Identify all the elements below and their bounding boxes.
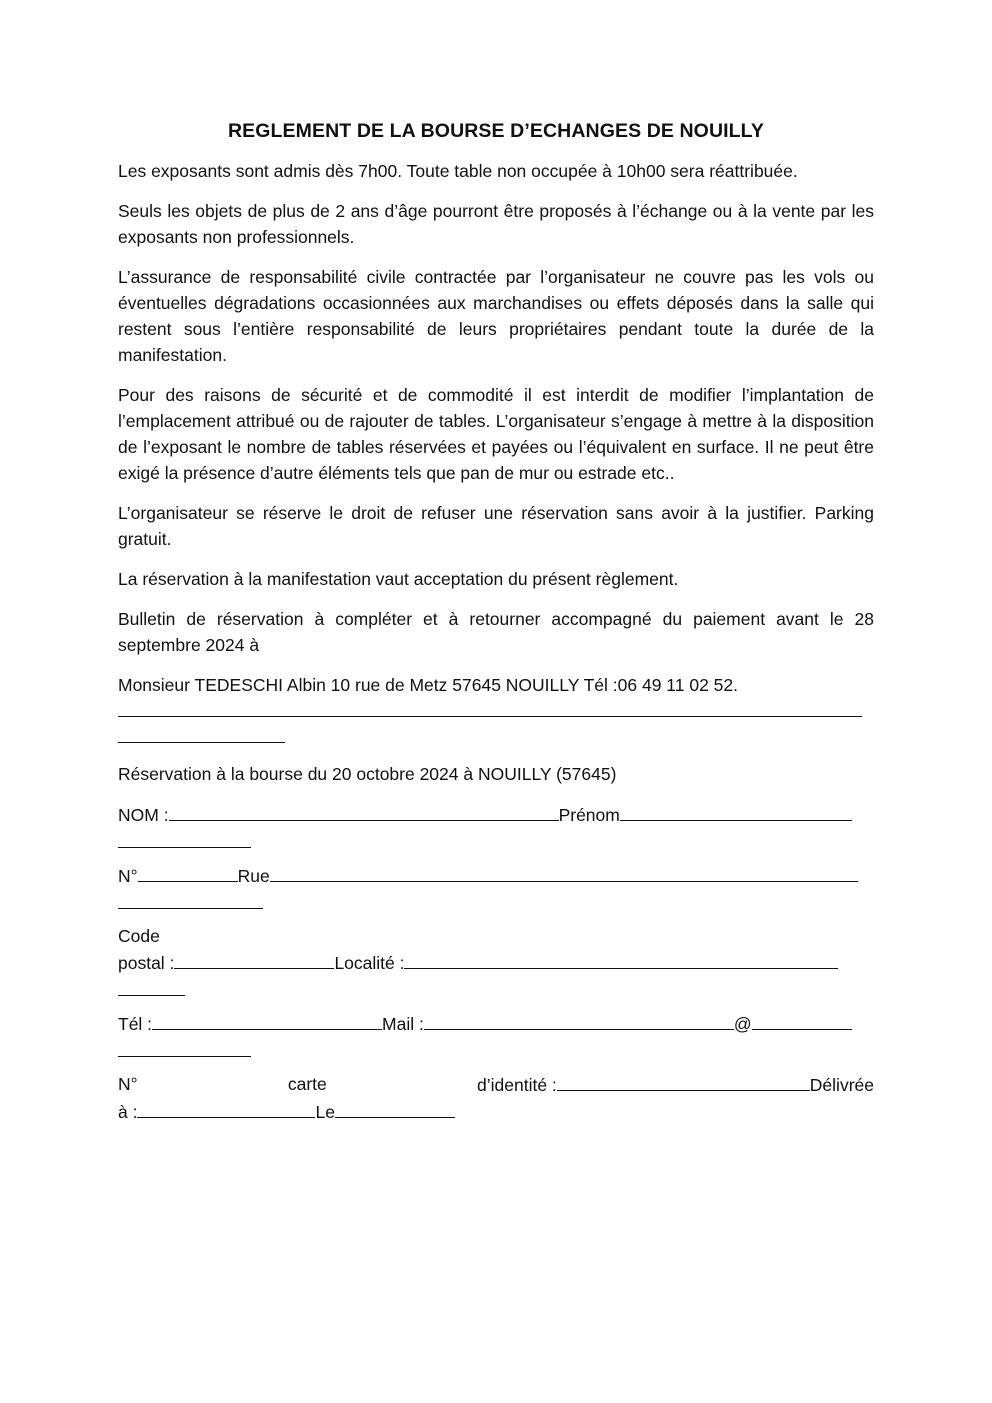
delivree-label: Délivrée	[809, 1075, 874, 1095]
mail-field-continued[interactable]	[118, 1037, 251, 1057]
form-heading: Réservation à la bourse du 20 octobre 2024 à NOUILLY (57645)	[118, 764, 617, 784]
postal-label: postal :	[118, 953, 175, 973]
paragraph-assurance: L’assurance de responsabilité civile contractée par l’organisateur ne couvre pas les vols ou éventuelles dégradations occasionnées aux marchandises ou effets déposés dans la salle qui restent sous l’entière responsabilité de leurs propriétaires pendant toute la durée de la manifestation.	[118, 267, 874, 365]
a-label: à :	[118, 1102, 138, 1122]
localite-field[interactable]	[404, 949, 838, 969]
id-word-identite: d’identité :	[477, 1075, 557, 1095]
separator-line-2	[118, 742, 285, 743]
page-title: REGLEMENT DE LA BOURSE D’ECHANGES DE NOUILLY	[227, 120, 764, 142]
contact-row	[118, 1010, 874, 1057]
paragraph-acceptation: La réservation à la manifestation vaut acceptation du présent règlement.	[118, 569, 679, 589]
adresse-row	[118, 862, 874, 909]
paragraph-organisateur: L’organisateur se réserve le droit de refuser une réservation sans avoir à la justifier. Parking gratuit.	[118, 503, 874, 549]
identite-row	[118, 1071, 874, 1125]
tel-field[interactable]	[152, 1010, 382, 1030]
id-word-carte: carte	[287, 1074, 327, 1094]
tel-label: Tél :	[118, 1014, 153, 1034]
nom-field[interactable]	[169, 801, 559, 821]
localite-label: Localité :	[334, 953, 405, 973]
paragraph-contact: Monsieur TEDESCHI Albin 10 rue de Metz 57645 NOUILLY Tél :06 49 11 02 52.	[118, 675, 738, 695]
rue-field-continued[interactable]	[118, 889, 263, 909]
nom-prenom-row	[118, 801, 874, 848]
prenom-label: Prénom	[558, 805, 620, 825]
localite-field-continued[interactable]	[118, 976, 185, 996]
paragraph-securite: Pour des raisons de sécurité et de commodité il est interdit de modifier l’implantation de l’emplacement attribué ou de rajouter de tables. L’organisateur s’engage à mettre à la disposition de l’exposant le nombre de tables réservées et payées ou l’équivalent en surface. Il ne peut être exigé la présence d’autre éléments tels que pan de mur ou estrade etc..	[118, 385, 874, 483]
paragraph-horaires: Les exposants sont admis dès 7h00. Toute table non occupée à 10h00 sera réattribuée.	[118, 161, 798, 181]
at-sign: @	[733, 1014, 752, 1034]
paragraph-bulletin: Bulletin de réservation à compléter et à retourner accompagné du paiement avant le 28 septembre 2024 à	[118, 609, 874, 655]
mail-domain-field[interactable]	[752, 1010, 852, 1030]
mail-field[interactable]	[424, 1010, 734, 1030]
le-label: Le	[315, 1102, 335, 1122]
cut-separator	[118, 716, 874, 743]
separator-line-1	[118, 716, 862, 717]
rue-field[interactable]	[270, 862, 858, 882]
nom-label: NOM :	[118, 805, 169, 825]
postal-field[interactable]	[174, 949, 334, 969]
prenom-field-continued[interactable]	[118, 828, 251, 848]
id-word-numero: N°	[118, 1074, 138, 1094]
paragraph-objets: Seuls les objets de plus de 2 ans d’âge pourront être proposés à l’échange ou à la vente par les exposants non professionnels.	[118, 201, 874, 247]
le-field[interactable]	[335, 1098, 455, 1118]
document-page	[118, 118, 874, 1125]
identite-field[interactable]	[557, 1071, 810, 1091]
numero-label: N°	[118, 866, 138, 886]
mail-label: Mail :	[382, 1014, 424, 1034]
prenom-field[interactable]	[620, 801, 852, 821]
numero-field[interactable]	[138, 862, 238, 882]
delivree-field[interactable]	[137, 1098, 315, 1118]
code-label: Code	[118, 926, 160, 946]
rue-label: Rue	[237, 866, 270, 886]
code-postal-row	[118, 923, 874, 996]
